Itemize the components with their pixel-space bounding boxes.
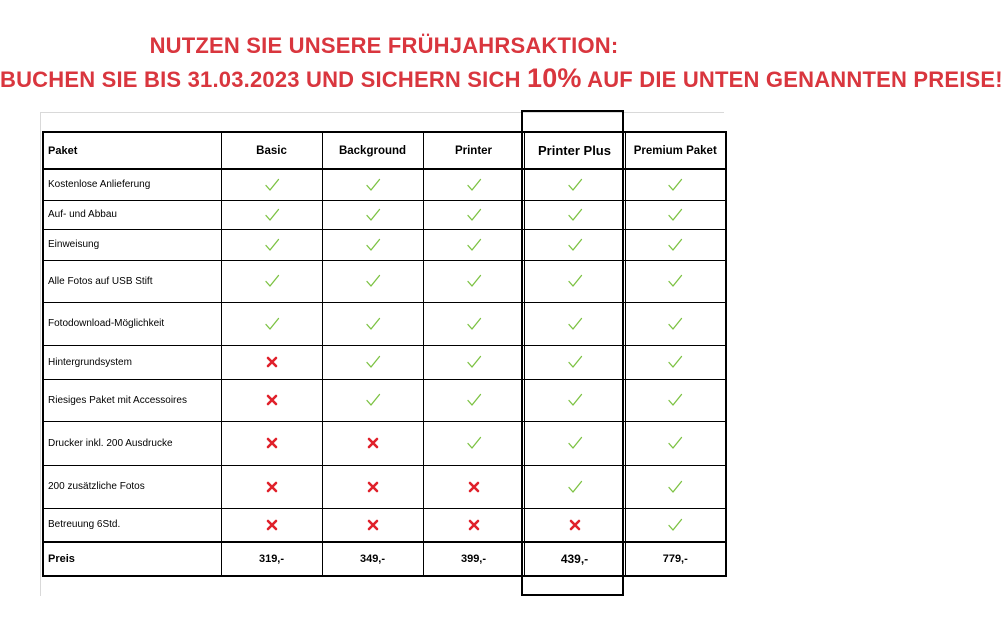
table-frame-top-line — [40, 112, 724, 113]
check-icon — [567, 177, 583, 193]
discount-percentage: 10% — [526, 63, 582, 93]
feature-cell — [524, 379, 625, 421]
check-icon — [466, 354, 482, 370]
feature-cell — [524, 260, 625, 302]
table-row — [43, 465, 726, 508]
check-icon — [466, 392, 482, 408]
feature-cell — [423, 302, 524, 345]
feature-cell — [524, 345, 625, 379]
feature-cell — [423, 421, 524, 465]
check-icon — [667, 316, 683, 332]
feature-cell — [625, 302, 726, 345]
check-icon — [667, 273, 683, 289]
feature-cell — [322, 200, 423, 229]
feature-cell — [322, 169, 423, 200]
table-header-row — [43, 132, 726, 169]
feature-cell — [524, 508, 625, 542]
check-icon — [264, 237, 280, 253]
check-icon — [567, 273, 583, 289]
price-label: Preis — [43, 542, 221, 576]
check-icon — [466, 207, 482, 223]
cross-icon — [264, 479, 280, 495]
table-row — [43, 260, 726, 302]
feature-cell — [524, 229, 625, 260]
feature-cell — [625, 421, 726, 465]
table-row — [43, 345, 726, 379]
feature-cell — [221, 200, 322, 229]
header-package-0: Basic — [221, 132, 322, 169]
header-paket: Paket — [43, 132, 221, 169]
feature-cell — [423, 260, 524, 302]
check-icon — [667, 207, 683, 223]
promo-headline-line2 — [0, 63, 1003, 94]
check-icon — [466, 273, 482, 289]
feature-label: Betreuung 6Std. — [43, 508, 221, 542]
feature-label: Hintergrundsystem — [43, 345, 221, 379]
check-icon — [667, 392, 683, 408]
cross-icon — [365, 517, 381, 533]
feature-cell — [322, 379, 423, 421]
table-row — [43, 169, 726, 200]
feature-cell — [221, 465, 322, 508]
price-row — [43, 542, 726, 576]
feature-cell — [524, 200, 625, 229]
feature-label: Riesiges Paket mit Accessoires — [43, 379, 221, 421]
check-icon — [264, 273, 280, 289]
feature-cell — [221, 229, 322, 260]
feature-cell — [423, 379, 524, 421]
cross-icon — [466, 479, 482, 495]
feature-label: Einweisung — [43, 229, 221, 260]
price-value: 319,- — [221, 542, 322, 576]
check-icon — [567, 479, 583, 495]
promo-deadline-text: BUCHEN SIE BIS 31.03.2023 UND SICHERN SICH — [0, 67, 521, 92]
header-package-4: Premium Paket — [625, 132, 726, 169]
feature-cell — [625, 379, 726, 421]
feature-cell — [322, 465, 423, 508]
feature-cell — [221, 302, 322, 345]
feature-cell — [524, 421, 625, 465]
check-icon — [667, 435, 683, 451]
check-icon — [264, 316, 280, 332]
check-icon — [567, 392, 583, 408]
check-icon — [264, 177, 280, 193]
table-row — [43, 200, 726, 229]
feature-cell — [524, 302, 625, 345]
check-icon — [567, 237, 583, 253]
header-package-2: Printer — [423, 132, 524, 169]
feature-label: Auf- und Abbau — [43, 200, 221, 229]
feature-cell — [625, 260, 726, 302]
check-icon — [365, 237, 381, 253]
promo-discount-text: AUF DIE UNTEN GENANNTEN PREISE! — [587, 67, 1003, 92]
table-row — [43, 302, 726, 345]
feature-cell — [423, 508, 524, 542]
feature-label: Kostenlose Anlieferung — [43, 169, 221, 200]
check-icon — [667, 354, 683, 370]
table-frame-left-line — [40, 112, 41, 596]
check-icon — [264, 207, 280, 223]
feature-cell — [221, 260, 322, 302]
feature-cell — [423, 465, 524, 508]
cross-icon — [365, 479, 381, 495]
feature-cell — [221, 508, 322, 542]
check-icon — [466, 316, 482, 332]
cross-icon — [466, 517, 482, 533]
cross-icon — [567, 517, 583, 533]
price-value: 439,- — [524, 542, 625, 576]
feature-label: Fotodownload-Möglichkeit — [43, 302, 221, 345]
check-icon — [466, 177, 482, 193]
feature-cell — [625, 465, 726, 508]
promo-headline-line1: NUTZEN SIE UNSERE FRÜHJAHRSAKTION: — [149, 33, 619, 58]
check-icon — [365, 177, 381, 193]
check-icon — [365, 316, 381, 332]
cross-icon — [264, 517, 280, 533]
table-row — [43, 421, 726, 465]
feature-cell — [221, 379, 322, 421]
feature-cell — [322, 345, 423, 379]
check-icon — [567, 354, 583, 370]
feature-cell — [322, 508, 423, 542]
price-value: 399,- — [423, 542, 524, 576]
check-icon — [365, 354, 381, 370]
check-icon — [365, 392, 381, 408]
cross-icon — [264, 354, 280, 370]
feature-label: Alle Fotos auf USB Stift — [43, 260, 221, 302]
check-icon — [365, 273, 381, 289]
feature-cell — [625, 345, 726, 379]
cross-icon — [365, 435, 381, 451]
feature-cell — [221, 345, 322, 379]
feature-cell — [221, 169, 322, 200]
package-comparison-table — [42, 131, 727, 577]
feature-cell — [524, 465, 625, 508]
table-row — [43, 508, 726, 542]
feature-cell — [322, 421, 423, 465]
table-row — [43, 379, 726, 421]
feature-cell — [221, 421, 322, 465]
feature-cell — [625, 508, 726, 542]
feature-cell — [423, 229, 524, 260]
header-package-1: Background — [322, 132, 423, 169]
feature-cell — [322, 229, 423, 260]
check-icon — [667, 237, 683, 253]
check-icon — [466, 237, 482, 253]
feature-cell — [625, 229, 726, 260]
check-icon — [667, 479, 683, 495]
cross-icon — [264, 392, 280, 408]
feature-cell — [423, 169, 524, 200]
feature-label: 200 zusätzliche Fotos — [43, 465, 221, 508]
cross-icon — [264, 435, 280, 451]
header-package-3: Printer Plus — [524, 132, 625, 169]
feature-cell — [423, 345, 524, 379]
check-icon — [667, 177, 683, 193]
feature-cell — [423, 200, 524, 229]
check-icon — [466, 435, 482, 451]
feature-cell — [322, 260, 423, 302]
feature-cell — [625, 200, 726, 229]
check-icon — [365, 207, 381, 223]
feature-label: Drucker inkl. 200 Ausdrucke — [43, 421, 221, 465]
feature-cell — [322, 302, 423, 345]
price-value: 779,- — [625, 542, 726, 576]
price-value: 349,- — [322, 542, 423, 576]
check-icon — [667, 517, 683, 533]
check-icon — [567, 316, 583, 332]
feature-cell — [524, 169, 625, 200]
check-icon — [567, 207, 583, 223]
table-row — [43, 229, 726, 260]
check-icon — [567, 435, 583, 451]
feature-cell — [625, 169, 726, 200]
